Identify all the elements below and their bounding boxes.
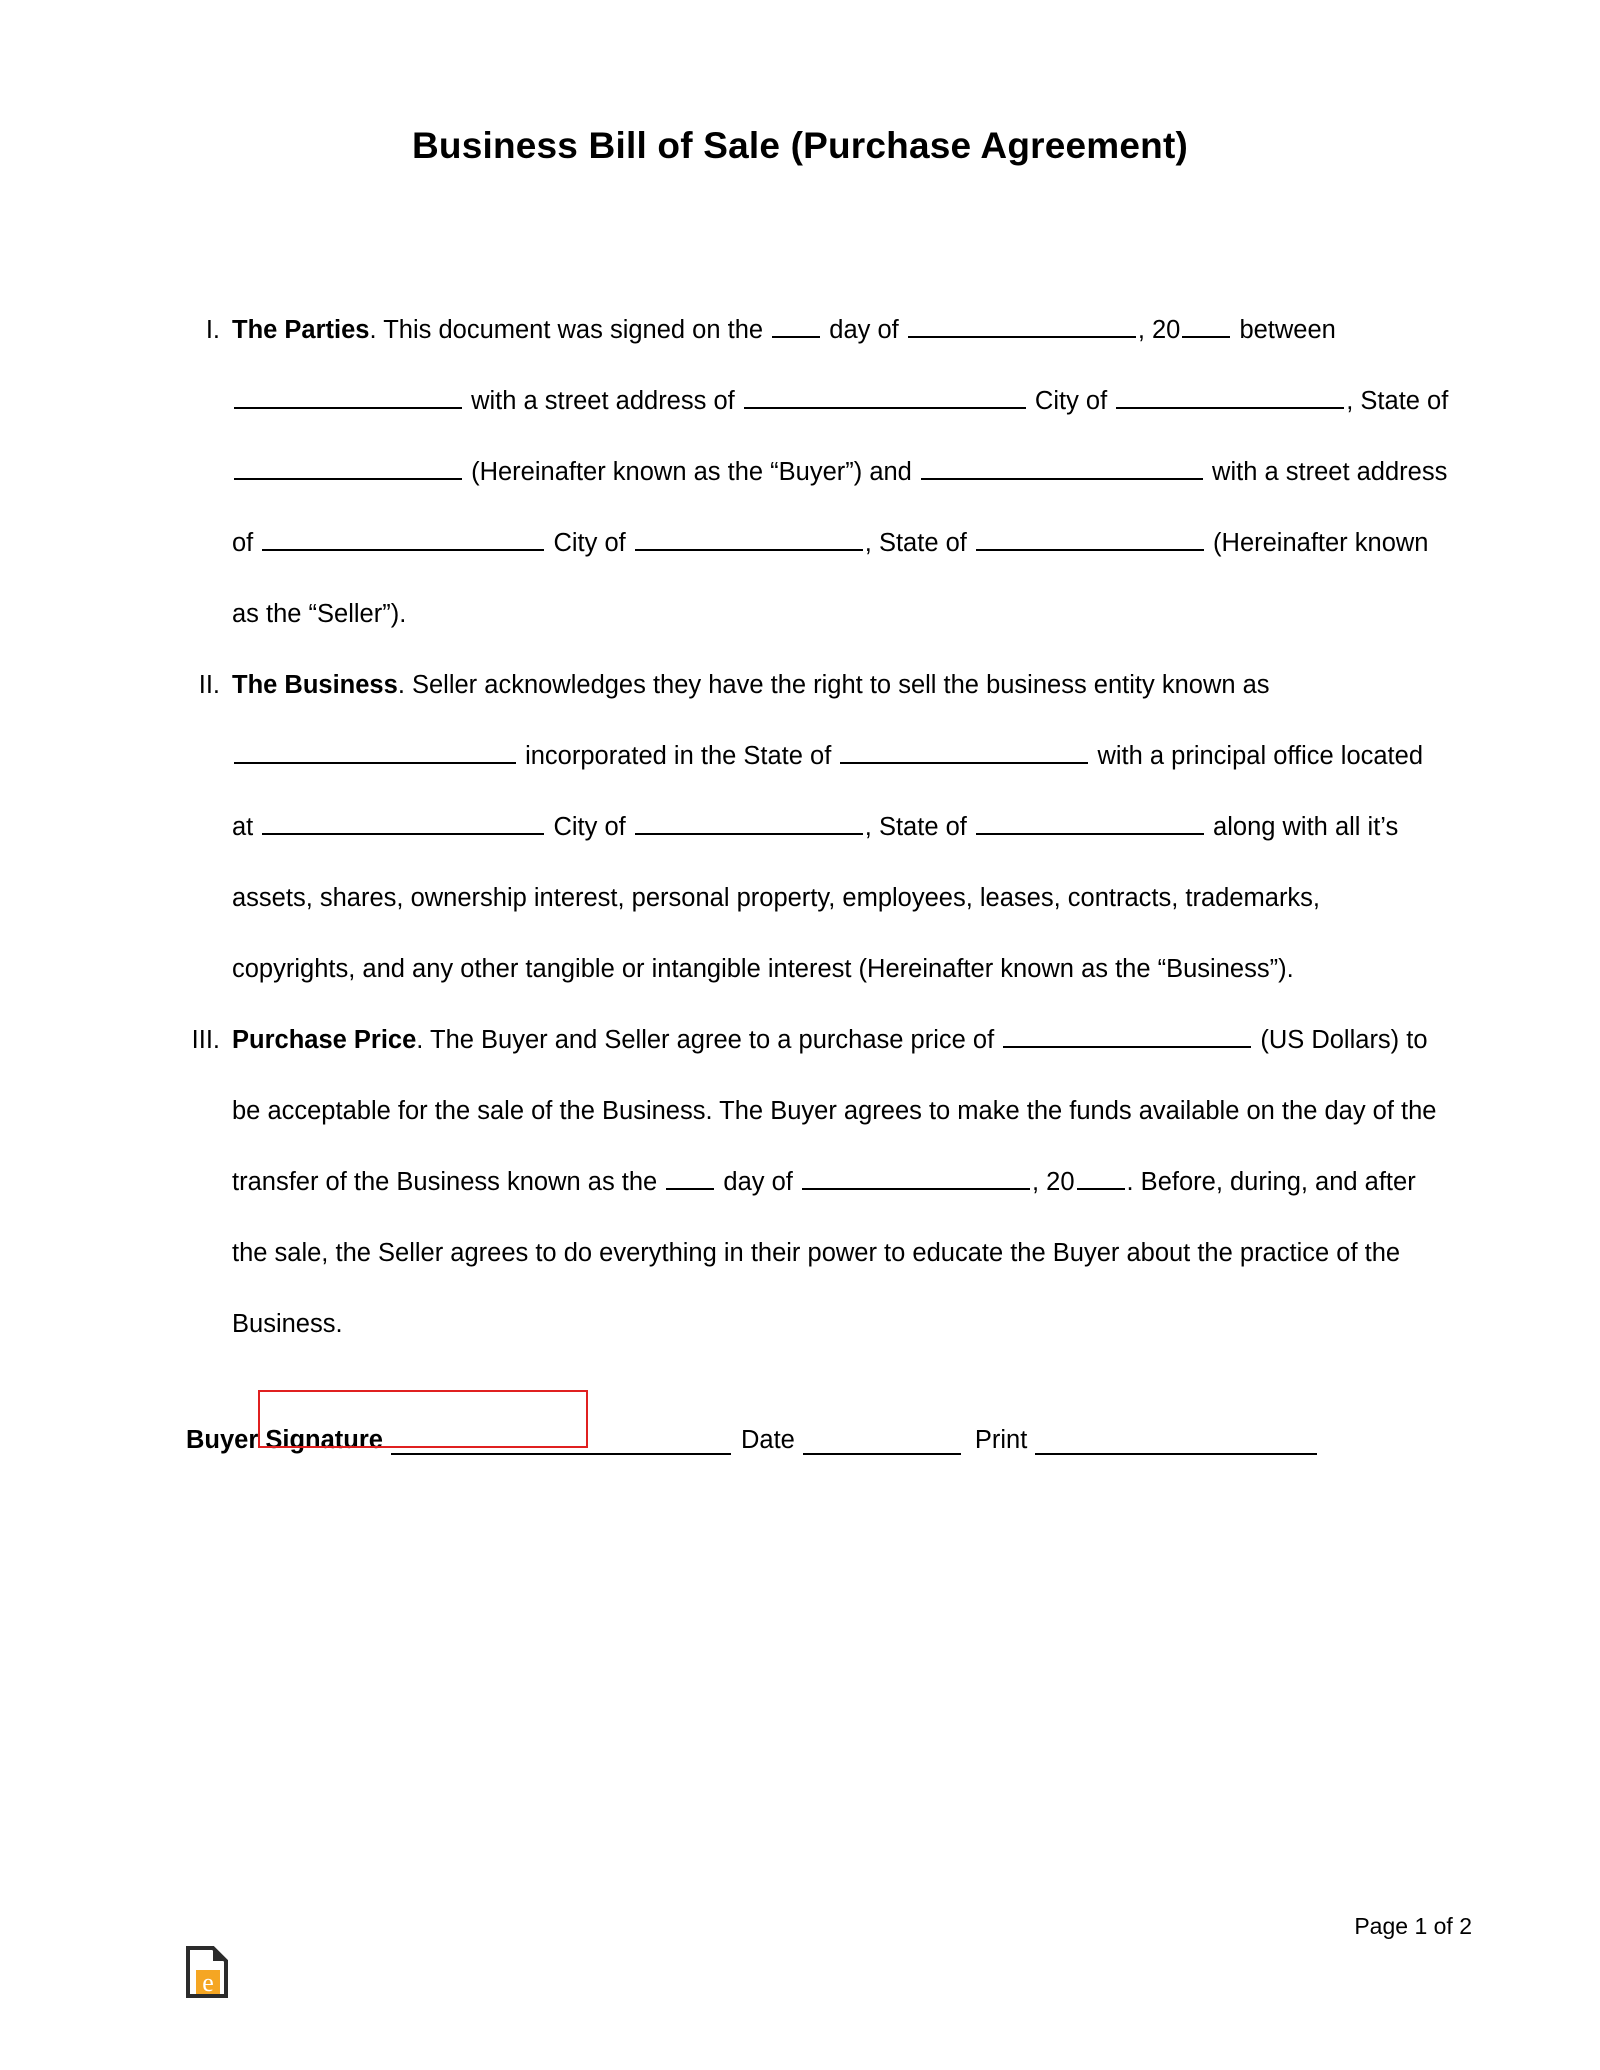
clause-heading: The Business bbox=[232, 671, 398, 699]
clause-seg-9: City of bbox=[546, 529, 633, 557]
clause-seg-2: with a principal office located at bbox=[232, 742, 1424, 841]
clause-seg-0: . Seller acknowledges they have the right to sell the business entity known as bbox=[397, 671, 1270, 699]
blank-office-city[interactable] bbox=[635, 809, 863, 835]
blank-seller-state[interactable] bbox=[976, 525, 1204, 551]
blank-business-name[interactable] bbox=[234, 738, 516, 764]
clause-text bbox=[232, 650, 1450, 1005]
clause-text bbox=[232, 295, 1450, 650]
date-field[interactable] bbox=[803, 1431, 961, 1455]
clause-seg-10: , State of bbox=[864, 529, 974, 557]
blank-buyer-city[interactable] bbox=[1116, 383, 1344, 409]
clause-numeral: II. bbox=[198, 671, 220, 699]
clause-seg-1: day of bbox=[822, 316, 906, 344]
blank-transfer-day[interactable] bbox=[666, 1164, 714, 1190]
clause-seg-2: , 20 bbox=[1137, 316, 1181, 344]
page-title: Business Bill of Sale (Purchase Agreement) bbox=[411, 125, 1189, 166]
clause-text bbox=[232, 1005, 1450, 1360]
clause-heading: The Parties bbox=[232, 316, 370, 344]
blank-seller-street[interactable] bbox=[262, 525, 544, 551]
blank-transfer-year[interactable] bbox=[1077, 1164, 1125, 1190]
clause-seg-4: . Before, during, and after the sale, the Seller agrees to do everything in their power to educate the Buyer about the practice of the Business. bbox=[232, 1168, 1416, 1338]
blank-day[interactable] bbox=[772, 312, 820, 338]
page-number: Page 1 of 2 bbox=[1354, 1913, 1472, 1939]
clause-seg-0: . This document was signed on the bbox=[369, 316, 771, 344]
clause-seg-4: , State of bbox=[864, 813, 974, 841]
clause-numeral: I. bbox=[205, 316, 220, 344]
clause-purchase-price bbox=[178, 1005, 1450, 1360]
clause-seg-2: day of bbox=[716, 1168, 800, 1196]
clause-seg-3: , 20 bbox=[1031, 1168, 1075, 1196]
clause-seg-11: (Hereinafter known as the “Seller”). bbox=[232, 529, 1429, 628]
blank-buyer-name[interactable] bbox=[234, 383, 462, 409]
blank-year[interactable] bbox=[1182, 312, 1230, 338]
blank-transfer-month[interactable] bbox=[802, 1164, 1030, 1190]
clause-seg-3: City of bbox=[546, 813, 633, 841]
clause-seg-5: along with all it’s assets, shares, ownership interest, personal property, employees, leases, contracts, trademarks, copyrights, and any other tangible or intangible interest (Hereinafter known as the “Business”). bbox=[232, 813, 1399, 983]
clause-seg-1: incorporated in the State of bbox=[518, 742, 839, 770]
eforms-logo-icon bbox=[186, 1946, 228, 1998]
clause-numeral: III. bbox=[191, 1026, 220, 1054]
clause-seg-6: , State of bbox=[1346, 387, 1449, 415]
clause-seg-7: (Hereinafter known as the “Buyer”) and bbox=[464, 458, 919, 486]
clause-seg-4: with a street address of bbox=[464, 387, 742, 415]
signature-highlight-box[interactable] bbox=[258, 1390, 588, 1448]
date-label: Date bbox=[740, 1426, 795, 1454]
blank-purchase-price[interactable] bbox=[1003, 1022, 1251, 1048]
clause-heading: Purchase Price bbox=[232, 1026, 417, 1054]
blank-month[interactable] bbox=[908, 312, 1136, 338]
document-body bbox=[0, 295, 1600, 1360]
blank-buyer-state[interactable] bbox=[234, 454, 462, 480]
clause-seg-5: City of bbox=[1027, 387, 1115, 415]
clause-seg-0: . The Buyer and Seller agree to a purchase price of bbox=[416, 1026, 1002, 1054]
svg-text:e: e bbox=[202, 1968, 214, 1997]
clause-the-business bbox=[178, 650, 1450, 1005]
blank-office-address[interactable] bbox=[262, 809, 544, 835]
blank-seller-name[interactable] bbox=[921, 454, 1203, 480]
blank-seller-city[interactable] bbox=[635, 525, 863, 551]
blank-office-state[interactable] bbox=[976, 809, 1204, 835]
clause-seg-8: with a street address of bbox=[232, 458, 1448, 557]
print-field[interactable] bbox=[1035, 1431, 1317, 1455]
blank-incorporation-state[interactable] bbox=[840, 738, 1088, 764]
clause-the-parties bbox=[178, 295, 1450, 650]
signature-row bbox=[0, 1426, 1600, 1455]
print-label: Print bbox=[974, 1426, 1028, 1454]
buyer-signature-label: Buyer Signature bbox=[186, 1426, 383, 1454]
blank-buyer-street[interactable] bbox=[744, 383, 1026, 409]
clause-seg-3: between bbox=[1232, 316, 1336, 344]
clause-seg-1: (US Dollars) to be acceptable for the sale of the Business. The Buyer agrees to make the funds available on the day of the transfer of the Business known as the bbox=[232, 1026, 1437, 1196]
